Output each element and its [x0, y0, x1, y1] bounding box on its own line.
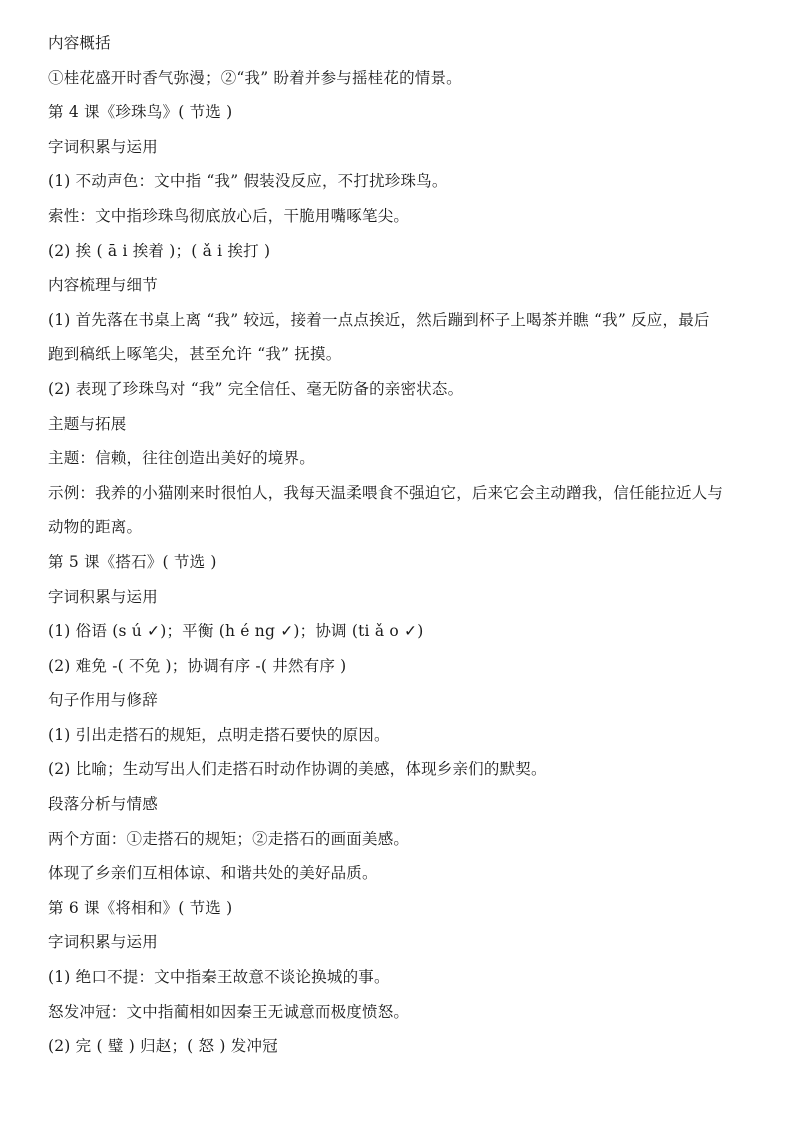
paragraph-line: 两个方面：①走搭石的规矩；②走搭石的画面美感。	[48, 829, 410, 848]
paragraph-line: (1) 引出走搭石的规矩，点明走搭石要快的原因。	[48, 725, 390, 744]
paragraph-line: 索性：文中指珍珠鸟彻底放心后，干脆用嘴啄笔尖。	[48, 206, 410, 225]
paragraph-line: (2) 挨 ( ā i 挨着 )；( ǎ i 挨打 )	[48, 241, 271, 260]
section-heading-vocabulary: 字词积累与运用	[48, 587, 158, 606]
paragraph-line: (1) 不动声色：文中指 “我” 假装没反应，不打扰珍珠鸟。	[48, 172, 448, 191]
section-heading-content-details: 内容梳理与细节	[48, 276, 158, 295]
paragraph-line: (2) 难免 -( 不免 )；协调有序 -( 井然有序 )	[48, 656, 347, 675]
section-heading-paragraph-analysis: 段落分析与情感	[48, 795, 158, 814]
paragraph-line: (2) 完 ( 璧 ) 归赵；( 怒 ) 发冲冠	[48, 1037, 278, 1056]
lesson-title-5: 第 5 课《搭石》( 节选 )	[48, 552, 217, 571]
paragraph-line: (1) 首先落在书桌上离 “我” 较远，接着一点点挨近，然后蹦到杯子上喝茶并瞧 “我” 反应，最后	[48, 310, 710, 329]
paragraph-line: 主题：信赖，往往创造出美好的境界。	[48, 449, 315, 468]
paragraph-line: 体现了乡亲们互相体谅、和谐共处的美好品质。	[48, 864, 378, 883]
lesson-title-6: 第 6 课《将相和》( 节选 )	[48, 898, 233, 917]
paragraph-line: (2) 表现了珍珠鸟对 “我” 完全信任、毫无防备的亲密状态。	[48, 379, 464, 398]
paragraph-line: (1) 俗语 (s ú ✓)；平衡 (h é ng ✓)；协调 (ti ǎ o ✓)	[48, 622, 424, 641]
paragraph-line: 动物的距离。	[48, 518, 143, 537]
section-heading-vocabulary: 字词积累与运用	[48, 933, 158, 952]
section-heading-vocabulary: 字词积累与运用	[48, 137, 158, 156]
paragraph-line: 怒发冲冠：文中指蔺相如因秦王无诚意而极度愤怒。	[48, 1002, 410, 1021]
section-heading-theme: 主题与拓展	[48, 414, 127, 433]
section-heading-sentence-rhetoric: 句子作用与修辞	[48, 691, 158, 710]
paragraph-line: 跑到稿纸上啄笔尖，甚至允许 “我” 抚摸。	[48, 345, 342, 364]
lesson-title-4: 第 4 课《珍珠鸟》( 节选 )	[48, 103, 233, 122]
section-heading-content-summary: 内容概括	[48, 34, 111, 52]
paragraph-line: ①桂花盛开时香气弥漫；②“我” 盼着并参与摇桂花的情景。	[48, 68, 462, 87]
paragraph-line: (1) 绝口不提：文中指秦王故意不谈论换城的事。	[48, 968, 390, 987]
paragraph-line: (2) 比喻；生动写出人们走搭石时动作协调的美感，体现乡亲们的默契。	[48, 760, 547, 779]
paragraph-line: 示例：我养的小猫刚来时很怕人，我每天温柔喂食不强迫它，后来它会主动蹭我，信任能拉近人与	[48, 483, 724, 502]
